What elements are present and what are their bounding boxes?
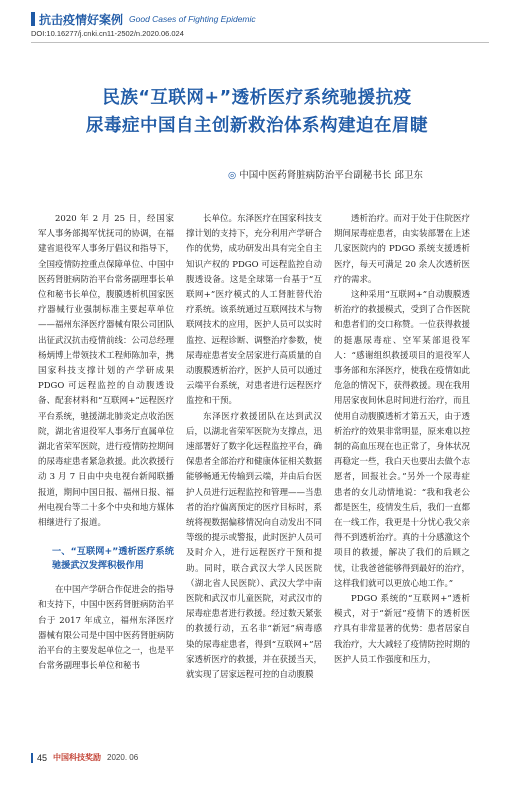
doi-line[interactable]: DOI:10.16277/j.cnki.cn11-2502/n.2020.06.024	[31, 29, 184, 38]
paragraph: PDGO 系统的“互联网+”透析模式，对于“新冠”疫情下的透析医疗具有非常显著的优势：患者居家自我治疗，大大减轻了疫情防控时期的医护人员工作强度和压力，	[334, 594, 471, 665]
author-text: 中国中医药肾脏病防治平台副秘书长 邱卫东	[239, 170, 423, 181]
journal-brand: 中国科技奖励	[53, 753, 102, 762]
section-title-en: Good Cases of Fighting Epidemic	[129, 14, 256, 24]
body-column-2	[186, 212, 322, 683]
paragraph: 在中国产学研合作促进会的指导和支持下，中国中医药肾脏病防治平台于 2017 年成立，福州东泽医疗器械有限公司是中国中医药肾脏病防治平台的主要发起单位之一，也是平台常务副理事长单位和秘书	[38, 585, 175, 672]
issue-date: 2020. 06	[107, 753, 139, 762]
author-marker: ◎	[228, 170, 237, 181]
section-heading-1: 一、“互联网+”透析医疗系统驰援武汉发挥积极作用	[52, 546, 174, 572]
body-column-1	[38, 212, 174, 674]
section-title-cn: 抗击疫情好案例	[39, 12, 124, 27]
page-footer	[31, 752, 138, 763]
article-title	[31, 84, 483, 140]
paragraph: 2020 年 2 月 25 日，经国家军人事务部揭军忧抚司的协调，在福建省退役军人事务厅倡议和指导下，全国疫情防控重点保障单位、中国中医药肾脏病防治平台常务副理事长单位和秘书长单位，腹膜透析机国家医疗器械行业强制标准主要起草单位——福州东泽医疗器械有限公司团队出征武汉抗击疫情前线：公司总经理杨炳博上带领技术工程师陈加幸，携国家科技支撑计划的产学研成果 PDGO 可远程监控的自动腹透设备、配套材料和“互联网+”远程医疗平台系统，驰援湖北肺炎定点收治医院，湖北省退役军人事务厅直属单位湖北省荣军医院，进行疫情防控期间的尿毒症患者紧急救援。此次救援行动 3 月 7 日由中央电视台新闻联播报道，期间中国日报、福州日报、福州电视台等二十多个中央和地方媒体相继进行了报道。	[38, 214, 175, 529]
header-bar	[31, 10, 491, 38]
paragraph: 东泽医疗救援团队在达到武汉后，以湖北省荣军医院为支撑点，迅速部署好了数字化远程监控平台，确保患者全部治疗和健康体征相关数据能够畅通无传输到云端，并由后台医护人员进行远程监控和管理——当患者的治疗偏离预定的医疗目标时，系统将视数据偏移情况向自动发出不同等级的提示或警报，此时医护人员可及时介入，进行远程医疗干预和提助。同时，联合武汉大学人民医院（湖北省人民医院）、武汉大学中南医院和武汉市儿童医院，对武汉市的尿毒症患者进行救援。经过数天紧张的救援行动，五名非“新冠”病毒感染的尿毒症患者，得到“互联网+”居家透析医疗的救援，并在获援当天，就实现了居家远程可控的自动腹膜	[186, 411, 323, 681]
paragraph: 这种采用“互联网+”自动腹膜透析治疗的救援模式，受到了合作医院和患者们的交口称赞。一位获得救援的挺惠尿毒症、空军某部退役军人：“感谢组织救援项目的退役军人事务部和东泽医疗，使我在疫情如此危急的情况下，获得救援。现在我用用居家夜间休息时间进行治疗，而且使用自动腹膜透析才第五天，由于透析治疗的效果非常明显，原来难以控制的高血压现在也正常了，身体状况再稳定一些，我白天也要出去做个志愿者，回报社会。”另外一个尿毒症患者的女儿动情地说：“我和我老公都是医生，疫情发生后，我们一直都在一线工作，我更是十分忧心我父亲得不到透析治疗。真的十分感激这个项目的救援，解决了我们的后顾之忧，让我爸爸能够得到最好的治疗，这样我们就可以更放心地工作。”	[334, 290, 471, 589]
title-line-1: 民族“互联网+”透析医疗系统驰援抗疫	[102, 88, 412, 108]
header-divider	[31, 42, 489, 43]
paragraph: 透析治疗。而对于处于住院医疗期间尿毒症患者，由实装部署在上述几家医院内的 PDGO 系统支援透析医疗，每天可满足 20 余人次透析医疗的需求。	[334, 214, 471, 285]
page-marker	[31, 753, 33, 763]
paragraph: 长单位。东泽医疗在国家科技支撑计划的支持下，充分利用产学研合作的优势，成功研发出具有完全自主知识产权的 PDGO 可远程监控自动腹透设备。这是全球第一台基于“互联网+”医疗模式的人工肾脏替代治疗系统。该系统通过互联网技术与物联网技术的应用，医护人员可以实时监控、远程诊断、调整治疗参数，使尿毒症患者安全居家进行高质量的自动腹膜透析治疗，医护人员可以通过云端平台系统，对患者进行远程医疗监控和干预。	[186, 214, 323, 407]
body-column-3	[334, 212, 470, 668]
author-line	[228, 167, 490, 181]
title-line-2: 尿毒症中国自主创新救治体系构建迫在眉睫	[86, 116, 428, 136]
page-number: 45	[37, 752, 48, 763]
section-marker	[31, 12, 35, 26]
